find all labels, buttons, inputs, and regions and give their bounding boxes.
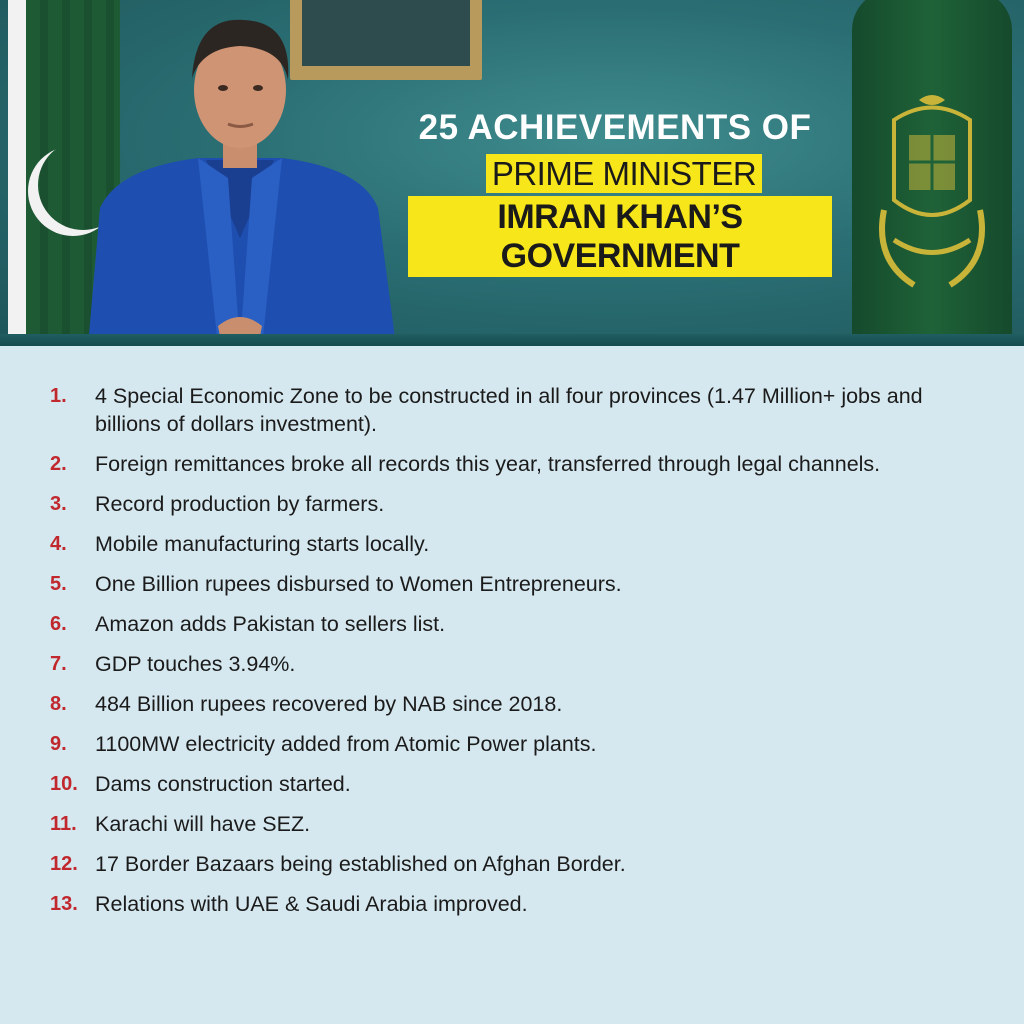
item-number: 1.	[50, 385, 67, 407]
list-item	[50, 382, 970, 438]
item-number: 13.	[50, 893, 78, 915]
list-item	[50, 490, 970, 518]
item-number: 7.	[50, 653, 67, 675]
item-text: Karachi will have SEZ.	[95, 812, 311, 836]
title-line-2: PRIME MINISTER	[486, 154, 762, 193]
item-number: 5.	[50, 573, 67, 595]
header-banner	[0, 0, 1024, 346]
item-text: Relations with UAE & Saudi Arabia improved.	[95, 892, 528, 916]
title-block	[408, 108, 832, 277]
item-number: 6.	[50, 613, 67, 635]
item-number: 8.	[50, 693, 67, 715]
item-number: 12.	[50, 853, 78, 875]
item-text: Dams construction started.	[95, 772, 351, 796]
item-number: 2.	[50, 453, 67, 475]
title-line-1: 25 ACHIEVEMENTS OF	[418, 108, 812, 147]
list-item	[50, 450, 970, 478]
list-item	[50, 730, 970, 758]
item-text: Foreign remittances broke all records this year, transferred through legal channels.	[95, 452, 881, 476]
item-text: 17 Border Bazaars being established on Afghan Border.	[95, 852, 626, 876]
item-text: Amazon adds Pakistan to sellers list.	[95, 612, 446, 636]
item-text: 1100MW electricity added from Atomic Power plants.	[95, 732, 597, 756]
item-text: Record production by farmers.	[95, 492, 385, 516]
title-line-3: IMRAN KHAN’S GOVERNMENT	[408, 196, 832, 277]
item-number: 4.	[50, 533, 67, 555]
list-item	[50, 810, 970, 838]
desk	[0, 334, 1024, 346]
state-emblem-flag-icon	[852, 0, 1012, 346]
list-item	[50, 770, 970, 798]
prime-minister-photo	[78, 8, 402, 346]
list-item	[50, 610, 970, 638]
item-text: Mobile manufacturing starts locally.	[95, 532, 430, 556]
item-text: 484 Billion rupees recovered by NAB since 2018.	[95, 692, 563, 716]
item-number: 11.	[50, 813, 77, 835]
list-item	[50, 890, 970, 918]
item-text: One Billion rupees disbursed to Women Entrepreneurs.	[95, 572, 622, 596]
list-item	[50, 690, 970, 718]
achievement-list	[50, 382, 970, 930]
item-number: 10.	[50, 773, 78, 795]
item-number: 9.	[50, 733, 67, 755]
list-item	[50, 850, 970, 878]
item-text: 4 Special Economic Zone to be constructed in all four provinces (1.47 Million+ jobs and billions of dollars investment).	[95, 384, 923, 436]
item-number: 3.	[50, 493, 67, 515]
list-item	[50, 570, 970, 598]
item-text: GDP touches 3.94%.	[95, 652, 296, 676]
list-item	[50, 650, 970, 678]
list-item	[50, 530, 970, 558]
